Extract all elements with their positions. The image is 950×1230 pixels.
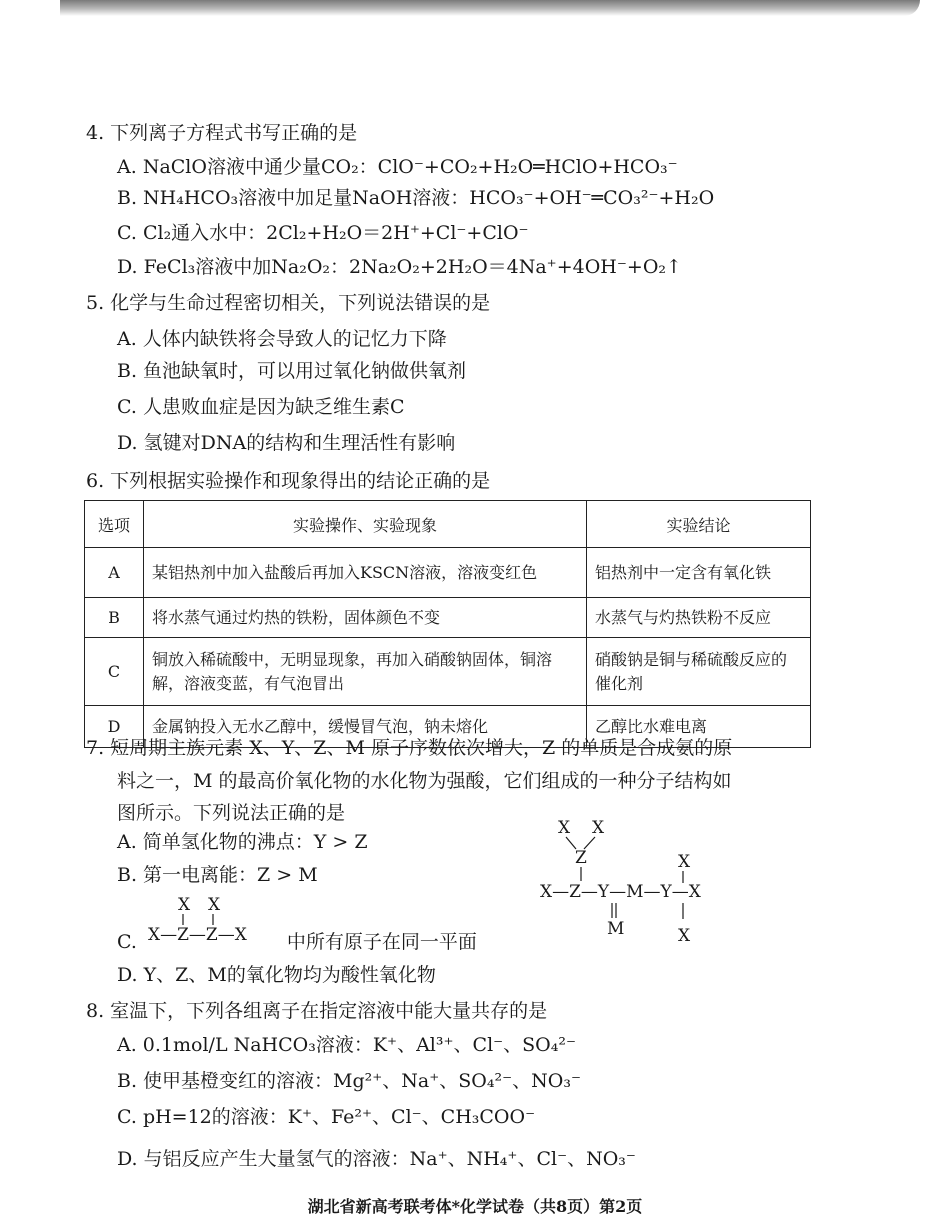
row-conclusion: 硝酸钠是铜与稀硫酸反应的催化剂 bbox=[587, 638, 811, 706]
row-conclusion: 水蒸气与灼热铁粉不反应 bbox=[587, 598, 811, 638]
row-operation: 某铝热剂中加入盐酸后再加入KSCN溶液，溶液变红色 bbox=[144, 548, 587, 598]
question-4-stem: 4. 下列离子方程式书写正确的是 bbox=[86, 122, 358, 144]
page-footer: 湖北省新高考联考体*化学试卷（共8页）第2页 bbox=[307, 1197, 643, 1216]
question-5-option-b: B. 鱼池缺氧时，可以用过氧化钠做供氧剂 bbox=[117, 360, 467, 382]
question-7-option-c: C. 中所有原子在同一平面 bbox=[117, 931, 477, 953]
question-5-option-a: A. 人体内缺铁将会导致人的记忆力下降 bbox=[117, 328, 447, 350]
question-7-stem-line-3: 图所示。下列说法正确的是 bbox=[117, 802, 346, 824]
question-8-stem: 8. 室温下，下列各组离子在指定溶液中能大量共存的是 bbox=[86, 1000, 548, 1022]
question-7-stem-line-1: 7. 短周期主族元素 X、Y、Z、M 原子序数依次增大，Z 的单质是合成氨的原 bbox=[86, 737, 733, 759]
row-option: B bbox=[85, 598, 144, 638]
row-conclusion: 乙醇比水难电离 bbox=[587, 706, 811, 748]
header-operation: 实验操作、实验现象 bbox=[144, 501, 587, 548]
table-row bbox=[85, 548, 811, 598]
question-5-option-c: C. 人患败血症是因为缺乏维生素C bbox=[117, 396, 405, 418]
structure-atom-z: Z bbox=[575, 848, 587, 868]
question-7-option-b: B. 第一电离能：Z > M bbox=[117, 864, 318, 886]
header-conclusion: 实验结论 bbox=[587, 501, 811, 548]
structure-atom-x: X bbox=[592, 818, 605, 838]
question-8-option-b: B. 使甲基橙变红的溶液：Mg²⁺、Na⁺、SO₄²⁻、NO₃⁻ bbox=[117, 1070, 581, 1092]
row-conclusion: 铝热剂中一定含有氧化铁 bbox=[587, 548, 811, 598]
table-header-row bbox=[85, 501, 811, 548]
structure-main-chain: X—Z—Y—M—Y—X bbox=[540, 882, 701, 902]
question-7-stem-line-2: 料之一，M 的最高价氧化物的水化物为强酸，它们组成的一种分子结构如 bbox=[117, 770, 732, 792]
structure-chain: X—Z—Z—X bbox=[148, 925, 247, 945]
question-8-option-d: D. 与铝反应产生大量氢气的溶液：Na⁺、NH₄⁺、Cl⁻、NO₃⁻ bbox=[117, 1148, 636, 1170]
structure-atom-x: X bbox=[558, 818, 571, 838]
question-8-option-c: C. pH=12的溶液：K⁺、Fe²⁺、Cl⁻、CH₃COO⁻ bbox=[117, 1106, 536, 1128]
question-5-stem: 5. 化学与生命过程密切相关，下列说法错误的是 bbox=[86, 292, 491, 314]
question-4-option-a: A. NaClO溶液中通少量CO₂：ClO⁻+CO₂+H₂O═HClO+HCO₃⁻ bbox=[117, 156, 678, 178]
question-5-option-d: D. 氢键对DNA的结构和生理活性有影响 bbox=[117, 432, 456, 454]
row-operation: 金属钠投入无水乙醇中，缓慢冒气泡，钠未熔化 bbox=[144, 706, 587, 748]
question-4-option-b: B. NH₄HCO₃溶液中加足量NaOH溶液：HCO₃⁻+OH⁻═CO₃²⁻+H₂O bbox=[117, 187, 715, 209]
question-8-option-a: A. 0.1mol/L NaHCO₃溶液：K⁺、Al³⁺、Cl⁻、SO₄²⁻ bbox=[117, 1034, 577, 1056]
row-option: A bbox=[85, 548, 144, 598]
question-4-option-c: C. Cl₂通入水中：2Cl₂+H₂O＝2H⁺+Cl⁻+ClO⁻ bbox=[117, 222, 529, 244]
scan-shadow bbox=[60, 0, 920, 16]
row-option: C bbox=[85, 638, 144, 706]
row-operation: 将水蒸气通过灼热的铁粉，固体颜色不变 bbox=[144, 598, 587, 638]
experiment-table bbox=[84, 500, 811, 748]
table-row bbox=[85, 638, 811, 706]
structure-atom-x: X bbox=[678, 852, 691, 872]
header-option: 选项 bbox=[85, 501, 144, 548]
row-option: D bbox=[85, 706, 144, 748]
structure-atom-m: M bbox=[607, 919, 625, 939]
question-6-stem: 6. 下列根据实验操作和现象得出的结论正确的是 bbox=[86, 470, 491, 492]
question-4-option-d: D. FeCl₃溶液中加Na₂O₂：2Na₂O₂+2H₂O＝4Na⁺+4OH⁻+O₂↑ bbox=[117, 256, 682, 278]
question-7-option-a: A. 简单氢化物的沸点：Y > Z bbox=[117, 831, 368, 853]
question-7-option-d: D. Y、Z、M的氧化物均为酸性氧化物 bbox=[117, 964, 436, 986]
row-operation: 铜放入稀硫酸中，无明显现象，再加入硝酸钠固体，铜溶解，溶液变蓝，有气泡冒出 bbox=[144, 638, 587, 706]
structure-atom-x: X bbox=[178, 895, 191, 915]
table-row bbox=[85, 598, 811, 638]
molecule-structure-diagram bbox=[538, 815, 738, 947]
structure-atom-x: X bbox=[208, 895, 221, 915]
structure-atom-x: X bbox=[678, 926, 691, 946]
